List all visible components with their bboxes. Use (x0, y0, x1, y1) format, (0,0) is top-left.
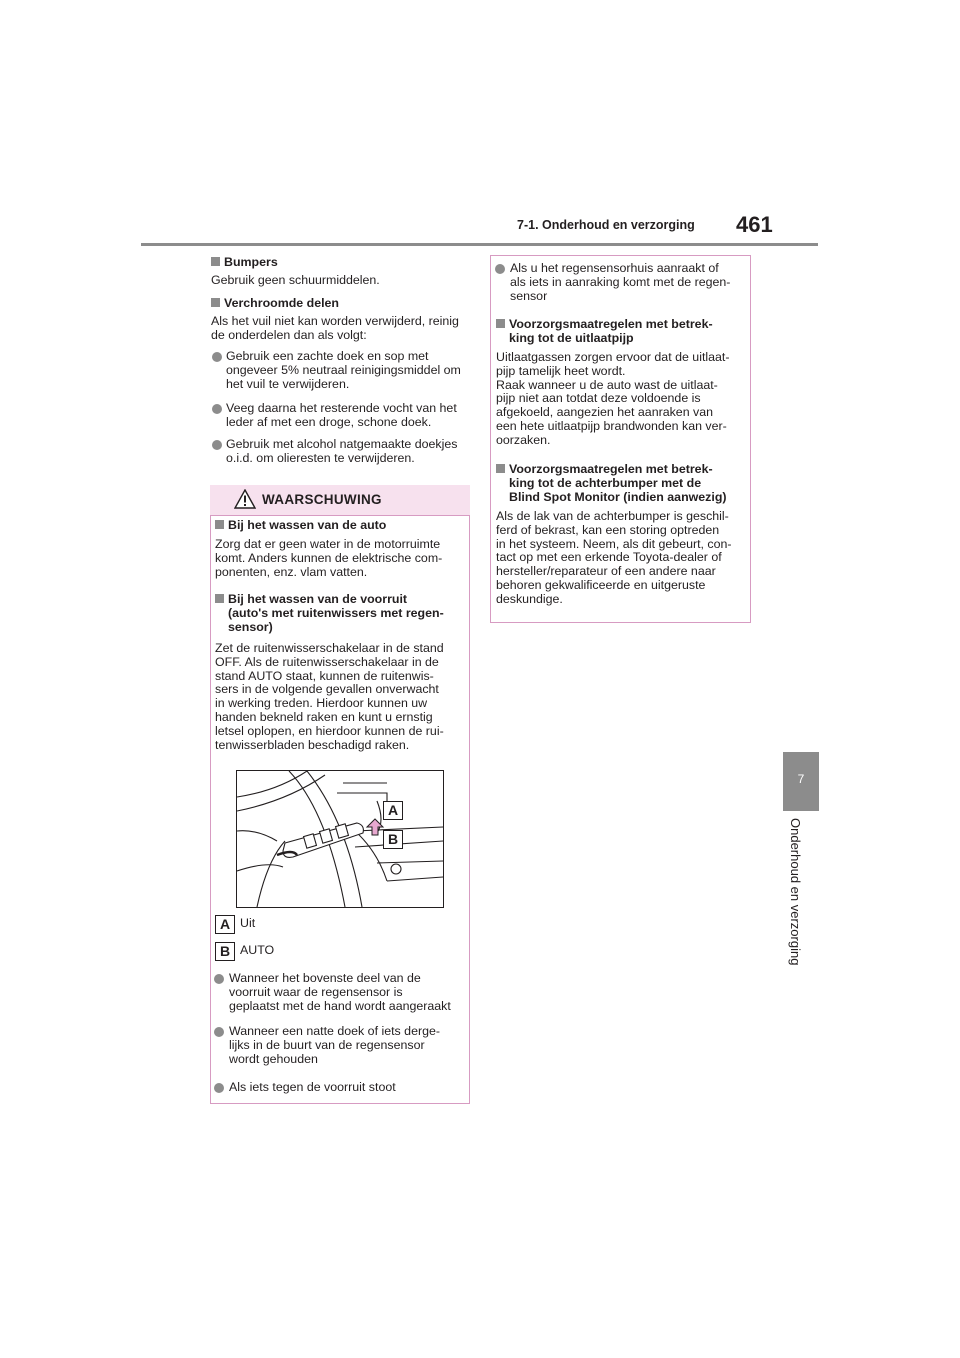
warning-subheading-car-wash: Bij het wassen van de auto (215, 519, 386, 533)
warning-header (210, 485, 470, 516)
round-bullet-icon (212, 352, 222, 362)
chapter-tab-number: 7 (797, 772, 805, 786)
section-title: 7-1. Onderhoud en verzorging (517, 218, 695, 232)
wiper-switch-figure (236, 770, 444, 908)
legend-key-b: B (215, 942, 235, 961)
square-bullet-icon (496, 319, 505, 328)
header-rule (141, 243, 818, 246)
legend-text-b: AUTO (240, 943, 275, 957)
round-bullet-icon (212, 404, 222, 414)
chrome-intro: Als het vuil niet kan worden verwijderd, reinig de onderdelen dan als volgt: (211, 314, 459, 342)
warning-car-wash-text: Zorg dat er geen water in de motorruimte komt. Anders kunnen de elektrische com- ponenten, enz. vlam vatten. (215, 537, 443, 579)
round-bullet-icon (495, 264, 505, 274)
exhaust-text: Uitlaatgassen zorgen ervoor dat de uitlaat- pijp tamelijk heet wordt. Raak wanneer u de auto wast de uitlaat- pijp niet aan totdat deze voldoende is afgekoeld, aangezien het aanraken van een hete uitlaatpijp brandwonden kan ver- oorzaken. (496, 350, 730, 447)
legend-key-a: A (215, 915, 235, 934)
square-bullet-icon (496, 464, 505, 473)
page-number: 461 (736, 212, 773, 237)
blind-spot-heading: Voorzorgsmaatregelen met betrek- king tot de achterbumper met de Blind Spot Monitor (indien aanwezig) (496, 463, 727, 504)
legend-text-a: Uit (240, 916, 256, 930)
figure-label-b: B (383, 830, 403, 849)
round-bullet-icon (212, 440, 222, 450)
warning-title: WAARSCHUWING (262, 492, 382, 507)
bumpers-text: Gebruik geen schuurmiddelen. (211, 273, 380, 287)
warning-triangle-icon (234, 489, 256, 509)
square-bullet-icon (211, 257, 220, 266)
exhaust-heading: Voorzorgsmaatregelen met betrek- king tot de uitlaatpijp (496, 318, 713, 346)
round-bullet-icon (214, 1083, 224, 1093)
square-bullet-icon (215, 520, 224, 529)
square-bullet-icon (215, 594, 224, 603)
square-bullet-icon (211, 298, 220, 307)
round-bullet-icon (214, 1027, 224, 1037)
warning-subheading-windshield: Bij het wassen van de voorruit (auto's met ruitenwissers met regen- sensor) (215, 593, 444, 634)
chrome-heading: Verchroomde delen (211, 297, 339, 311)
chapter-tab-label: Onderhoud en verzorging (788, 818, 803, 966)
round-bullet-icon (214, 974, 224, 984)
bumpers-heading: Bumpers (211, 256, 278, 270)
blind-spot-text: Als de lak van de achterbumper is geschil- ferd of bekrast, kan een storing optreden in het systeem. Neem, als dit gebeurt, con- tact op met een erkende Toyota-dealer of hersteller/reparateur of een andere naar behoren gekwalificeerde en uitgeruste deskundige. (496, 509, 732, 606)
warning-windshield-text: Zet de ruitenwisserschakelaar in de stand OFF. Als de ruitenwisserschakelaar in de stand AUTO staat, kunnen de ruitenwis- sers in de volgende gevallen onverwacht in werking treden. Hierdoor kunnen uw handen bekneld raken en kunt u ernstig letsel oplopen, en hierdoor kunnen de rui- tenwisserbladen beschadigd raken. (215, 641, 444, 752)
wiper-lever-illustration (237, 771, 443, 907)
figure-label-a: A (383, 801, 403, 820)
